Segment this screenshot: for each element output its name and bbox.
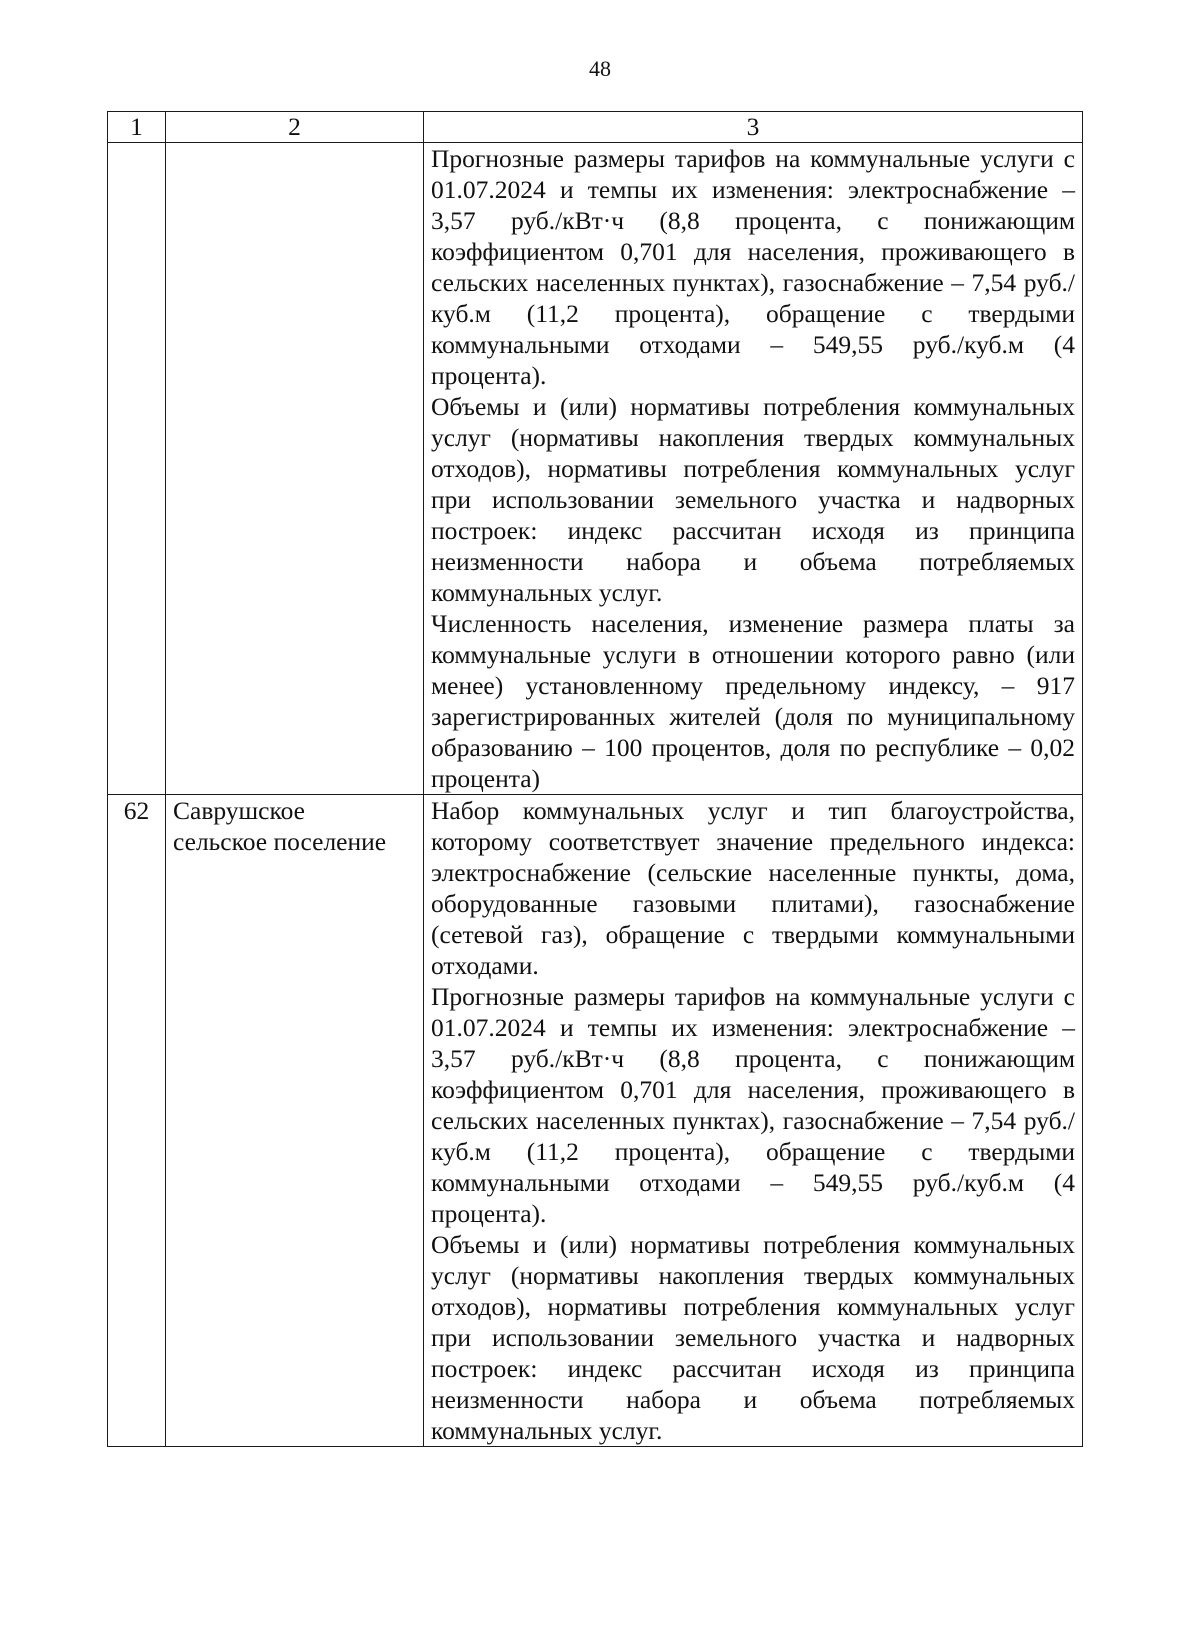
services-set-paragraph: Набор коммунальных услуг и тип благоустройства, которому соответствует значение предельного индекса: электроснабжение (сельские населенные пункты, дома, оборудованные газовыми плитами), газоснабжение (сетевой газ), обращение с твердыми коммунальными отходами.	[431, 796, 1075, 980]
settlement-name	[166, 795, 424, 1447]
consumption-norms-paragraph: Объемы и (или) нормативы потребления коммунальных услуг (нормативы накопления твердых коммунальных отходов), нормативы потребления коммунальных услуг при использовании земельного участка и надворных построек: индекс рассчитан исходя из принципа неизменности набора и объема потребляемых коммунальных услуг.	[431, 392, 1075, 607]
description-cell	[424, 143, 1083, 795]
population-paragraph: Численность населения, изменение размера платы за коммунальные услуги в отношении которого равно (или менее) установленному предельному индексу, – 917 зарегистрированных жителей (доля по муниципальному образованию – 100 процентов, доля по республике – 0,02 процента)	[431, 609, 1075, 793]
settlement-name-line2: сельское поселение	[173, 827, 387, 856]
row-number	[108, 143, 166, 795]
row-number: 62	[108, 795, 166, 1447]
description-cell	[424, 795, 1083, 1447]
tariff-forecast-paragraph: Прогнозные размеры тарифов на коммунальные услуги с 01.07.2024 и темпы их изменения: электроснабжение – 3,57 руб./кВт·ч (8,8 процента, с понижающим коэффициентом 0,701 для населения, проживающего в сельских населенных пунктах), газоснабжение – 7,54 руб./куб.м (11,2 процента), обращение с твердыми коммунальными отходами – 549,55 руб./куб.м (4 процента).	[431, 982, 1075, 1228]
table-row	[108, 143, 1083, 795]
consumption-norms-paragraph: Объемы и (или) нормативы потребления коммунальных услуг (нормативы накопления твердых коммунальных отходов), нормативы потребления коммунальных услуг при использовании земельного участка и надворных построек: индекс рассчитан исходя из принципа неизменности набора и объема потребляемых коммунальных услуг.	[431, 1230, 1075, 1445]
settlement-name-line1: Саврушское	[173, 796, 305, 825]
page-number: 48	[589, 56, 611, 81]
table-header-row	[108, 112, 1083, 143]
tariff-table	[107, 111, 1083, 1447]
tariff-forecast-paragraph: Прогнозные размеры тарифов на коммунальные услуги с 01.07.2024 и темпы их изменения: электроснабжение – 3,57 руб./кВт·ч (8,8 процента, с понижающим коэффициентом 0,701 для населения, проживающего в сельских населенных пунктах), газоснабжение – 7,54 руб./куб.м (11,2 процента), обращение с твердыми коммунальными отходами – 549,55 руб./куб.м (4 процента).	[431, 144, 1075, 390]
column-header-3: 3	[424, 112, 1083, 143]
column-header-2: 2	[166, 112, 424, 143]
table-row	[108, 795, 1083, 1447]
settlement-name	[166, 143, 424, 795]
column-header-1: 1	[108, 112, 166, 143]
